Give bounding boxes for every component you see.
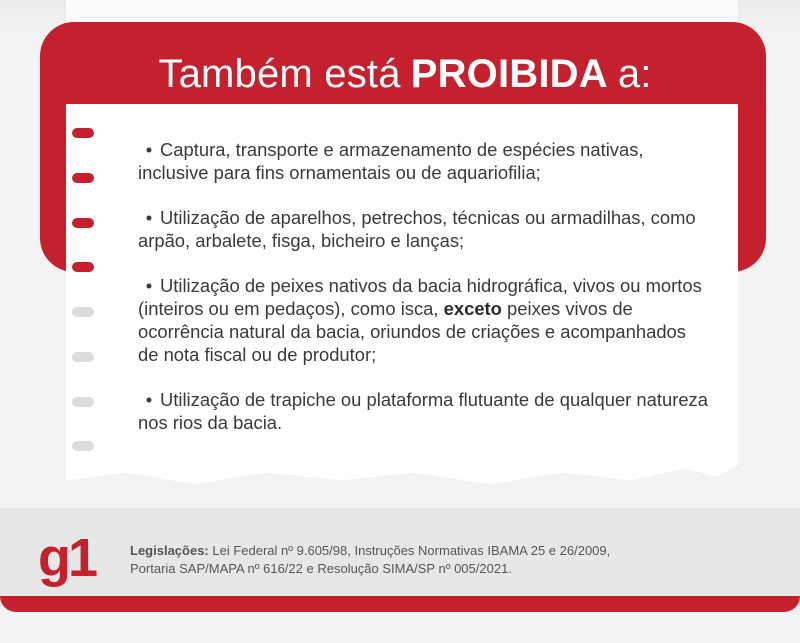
g1-logo: g1 <box>38 528 96 588</box>
spiral-ring <box>72 218 94 228</box>
spiral-ring <box>72 173 94 183</box>
list-item <box>138 206 708 252</box>
legislation-note <box>130 542 690 578</box>
item-text: Captura, transporte e armazenamento de espécies nativas, inclusive para fins ornamentais ou de aquariofilia; <box>138 139 644 183</box>
spiral-ring <box>72 307 94 317</box>
spiral-ring <box>72 262 94 272</box>
spiral-ring <box>72 397 94 407</box>
footer-accent <box>0 596 800 612</box>
legislation-label: Legislações: <box>130 543 209 558</box>
title-suffix: a: <box>617 51 652 96</box>
item-text: Utilização de aparelhos, petrechos, técnicas ou armadilhas, como arpão, arbalete, fisga, bicheiro e lanças; <box>138 207 696 251</box>
paper-edge <box>66 0 738 24</box>
legislation-line-1: Lei Federal nº 9.605/98, Instruções Normativas IBAMA 25 e 26/2009, <box>212 543 611 558</box>
item-emphasis: exceto <box>443 298 502 319</box>
item-text-after: peixes vivos de ocorrência natural da bacia, oriundos de criações e acompanhados de nota fiscal ou de produtor; <box>138 298 686 365</box>
prohibition-list <box>138 138 708 456</box>
list-item <box>138 138 708 184</box>
spiral-ring <box>72 352 94 362</box>
spiral-ring <box>72 441 94 451</box>
list-item <box>138 388 708 434</box>
list-item <box>138 274 708 366</box>
bullet-icon: • <box>145 207 153 228</box>
bullet-icon: • <box>145 139 153 160</box>
item-text: Utilização de trapiche ou plataforma flutuante de qualquer natureza nos rios da bacia. <box>138 389 708 433</box>
legislation-line-2: Portaria SAP/MAPA nº 616/22 e Resolução SIMA/SP nº 005/2021. <box>130 561 512 576</box>
bullet-icon: • <box>145 275 153 296</box>
title-prefix: Também está <box>158 51 401 96</box>
bullet-icon: • <box>145 389 153 410</box>
item-text-before: Utilização de peixes nativos da bacia hidrográfica, vivos ou mortos (inteiros ou em pedaços), como isca, <box>138 275 702 319</box>
spiral-ring <box>72 128 94 138</box>
title-emphasis: PROIBIDA <box>410 51 608 96</box>
